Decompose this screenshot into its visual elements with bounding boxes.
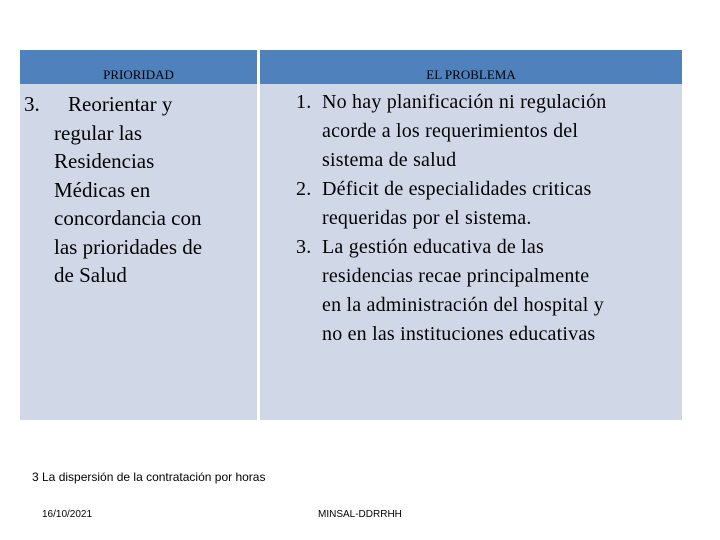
problem-list [296, 88, 686, 349]
problem-line: acorde a los requerimientos del [322, 120, 579, 142]
footer-date: 16/10/2021 [42, 509, 93, 520]
column-divider [257, 50, 260, 420]
problem-line: La gestión educativa de las [322, 236, 544, 258]
priority-text [54, 90, 254, 290]
priority-line: las prioridades de [54, 234, 203, 259]
priority-number: 3. [24, 92, 40, 116]
header-priority [20, 50, 257, 84]
problem-number: 1. [296, 91, 312, 113]
header-problem [260, 50, 682, 84]
priority-line: Residencias [54, 149, 155, 173]
problem-item [296, 88, 686, 175]
problem-line: Déficit de especialidades criticas [322, 178, 592, 200]
problem-item [296, 175, 686, 233]
footer-org: MINSAL-DDRRHH [318, 509, 402, 520]
priority-line: de Salud [54, 263, 127, 287]
header-priority-label: PRIORIDAD [103, 67, 174, 82]
problem-line: no en las instituciones educativas [322, 323, 596, 345]
problem-line: requeridas por el sistema. [322, 207, 532, 229]
problem-item [296, 233, 686, 349]
priority-line: regular las [54, 120, 143, 145]
header-problem-label: EL PROBLEMA [426, 67, 516, 82]
footnote: 3 La dispersión de la contratación por horas [32, 470, 266, 484]
problem-number: 2. [296, 178, 312, 200]
priority-line: Médicas en [54, 177, 151, 202]
problem-line: sistema de salud [322, 149, 457, 171]
priority-line: Reorientar y [68, 92, 173, 116]
problem-line: en la administración del hospital y [322, 294, 604, 316]
problem-line: No hay planificación ni regulación [322, 91, 607, 113]
priority-line: concordancia con [54, 206, 202, 230]
problem-line: residencias recae principalmente [322, 265, 590, 287]
problem-number: 3. [296, 236, 312, 258]
